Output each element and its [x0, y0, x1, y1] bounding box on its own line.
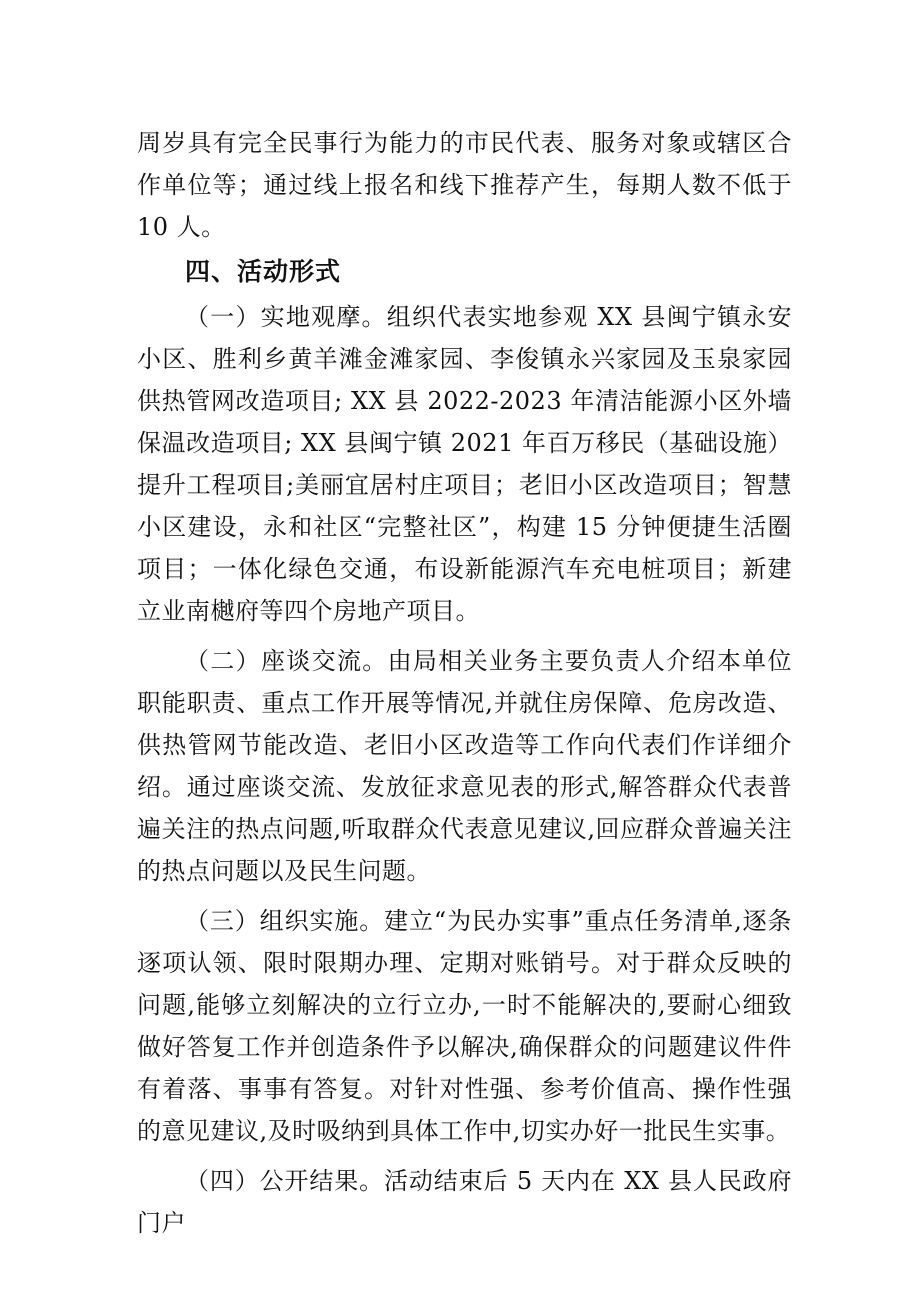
paragraph-intro-continuation: 周岁具有完全民事行为能力的市民代表、服务对象或辖区合作单位等；通过线上报名和线下推荐产生，每期人数不低于 10 人。 — [137, 129, 792, 241]
section-heading-activity-format: 四、活动形式 — [185, 257, 342, 286]
paragraph-item-implementation: （三）组织实施。建立“为民办实事”重点任务清单,逐条逐项认领、限时限期办理、定期对账销号。对于群众反映的问题,能够立刻解决的立行立办,一时不能解决的,要耐心细致做好答复工作并创造条件予以解决,确保群众的问题建议件件有着落、事事有答复。对针对性强、参考价值高、操作性强的意见建议,及时吸纳到具体工作中,切实办好一批民生实事。 — [137, 907, 792, 1145]
paragraph-item-site-visit: （一）实地观摩。组织代表实地参观 XX 县闽宁镇永安小区、胜利乡黄羊滩金滩家园、李俊镇永兴家园及玉泉家园供热管网改造项目; XX 县 2022-2023 年清洁能源小区外墙保温改造项目; XX 县闽宁镇 2021 年百万移民（基础设施）提升工程项目;美丽宜居村庄项目；老旧小区改造项目；智慧小区建设，永和社区“完整社区”，构建 15 分钟便捷生活圈项目；一体化绿色交通，布设新能源汽车充电桩项目；新建立业南樾府等四个房地产项目。 — [137, 303, 792, 625]
paragraph-item-public-results: （四）公开结果。活动结束后 5 天内在 XX 县人民政府门户 — [137, 1167, 792, 1237]
paragraph-item-discussion: （二）座谈交流。由局相关业务主要负责人介绍本单位职能职责、重点工作开展等情况,并就住房保障、危房改造、供热管网节能改造、老旧小区改造等工作向代表们作详细介绍。通过座谈交流、发放征求意见表的形式,解答群众代表普遍关注的热点问题,听取群众代表意见建议,回应群众普遍关注的热点问题以及民生问题。 — [137, 647, 792, 885]
document-body — [137, 122, 792, 1244]
